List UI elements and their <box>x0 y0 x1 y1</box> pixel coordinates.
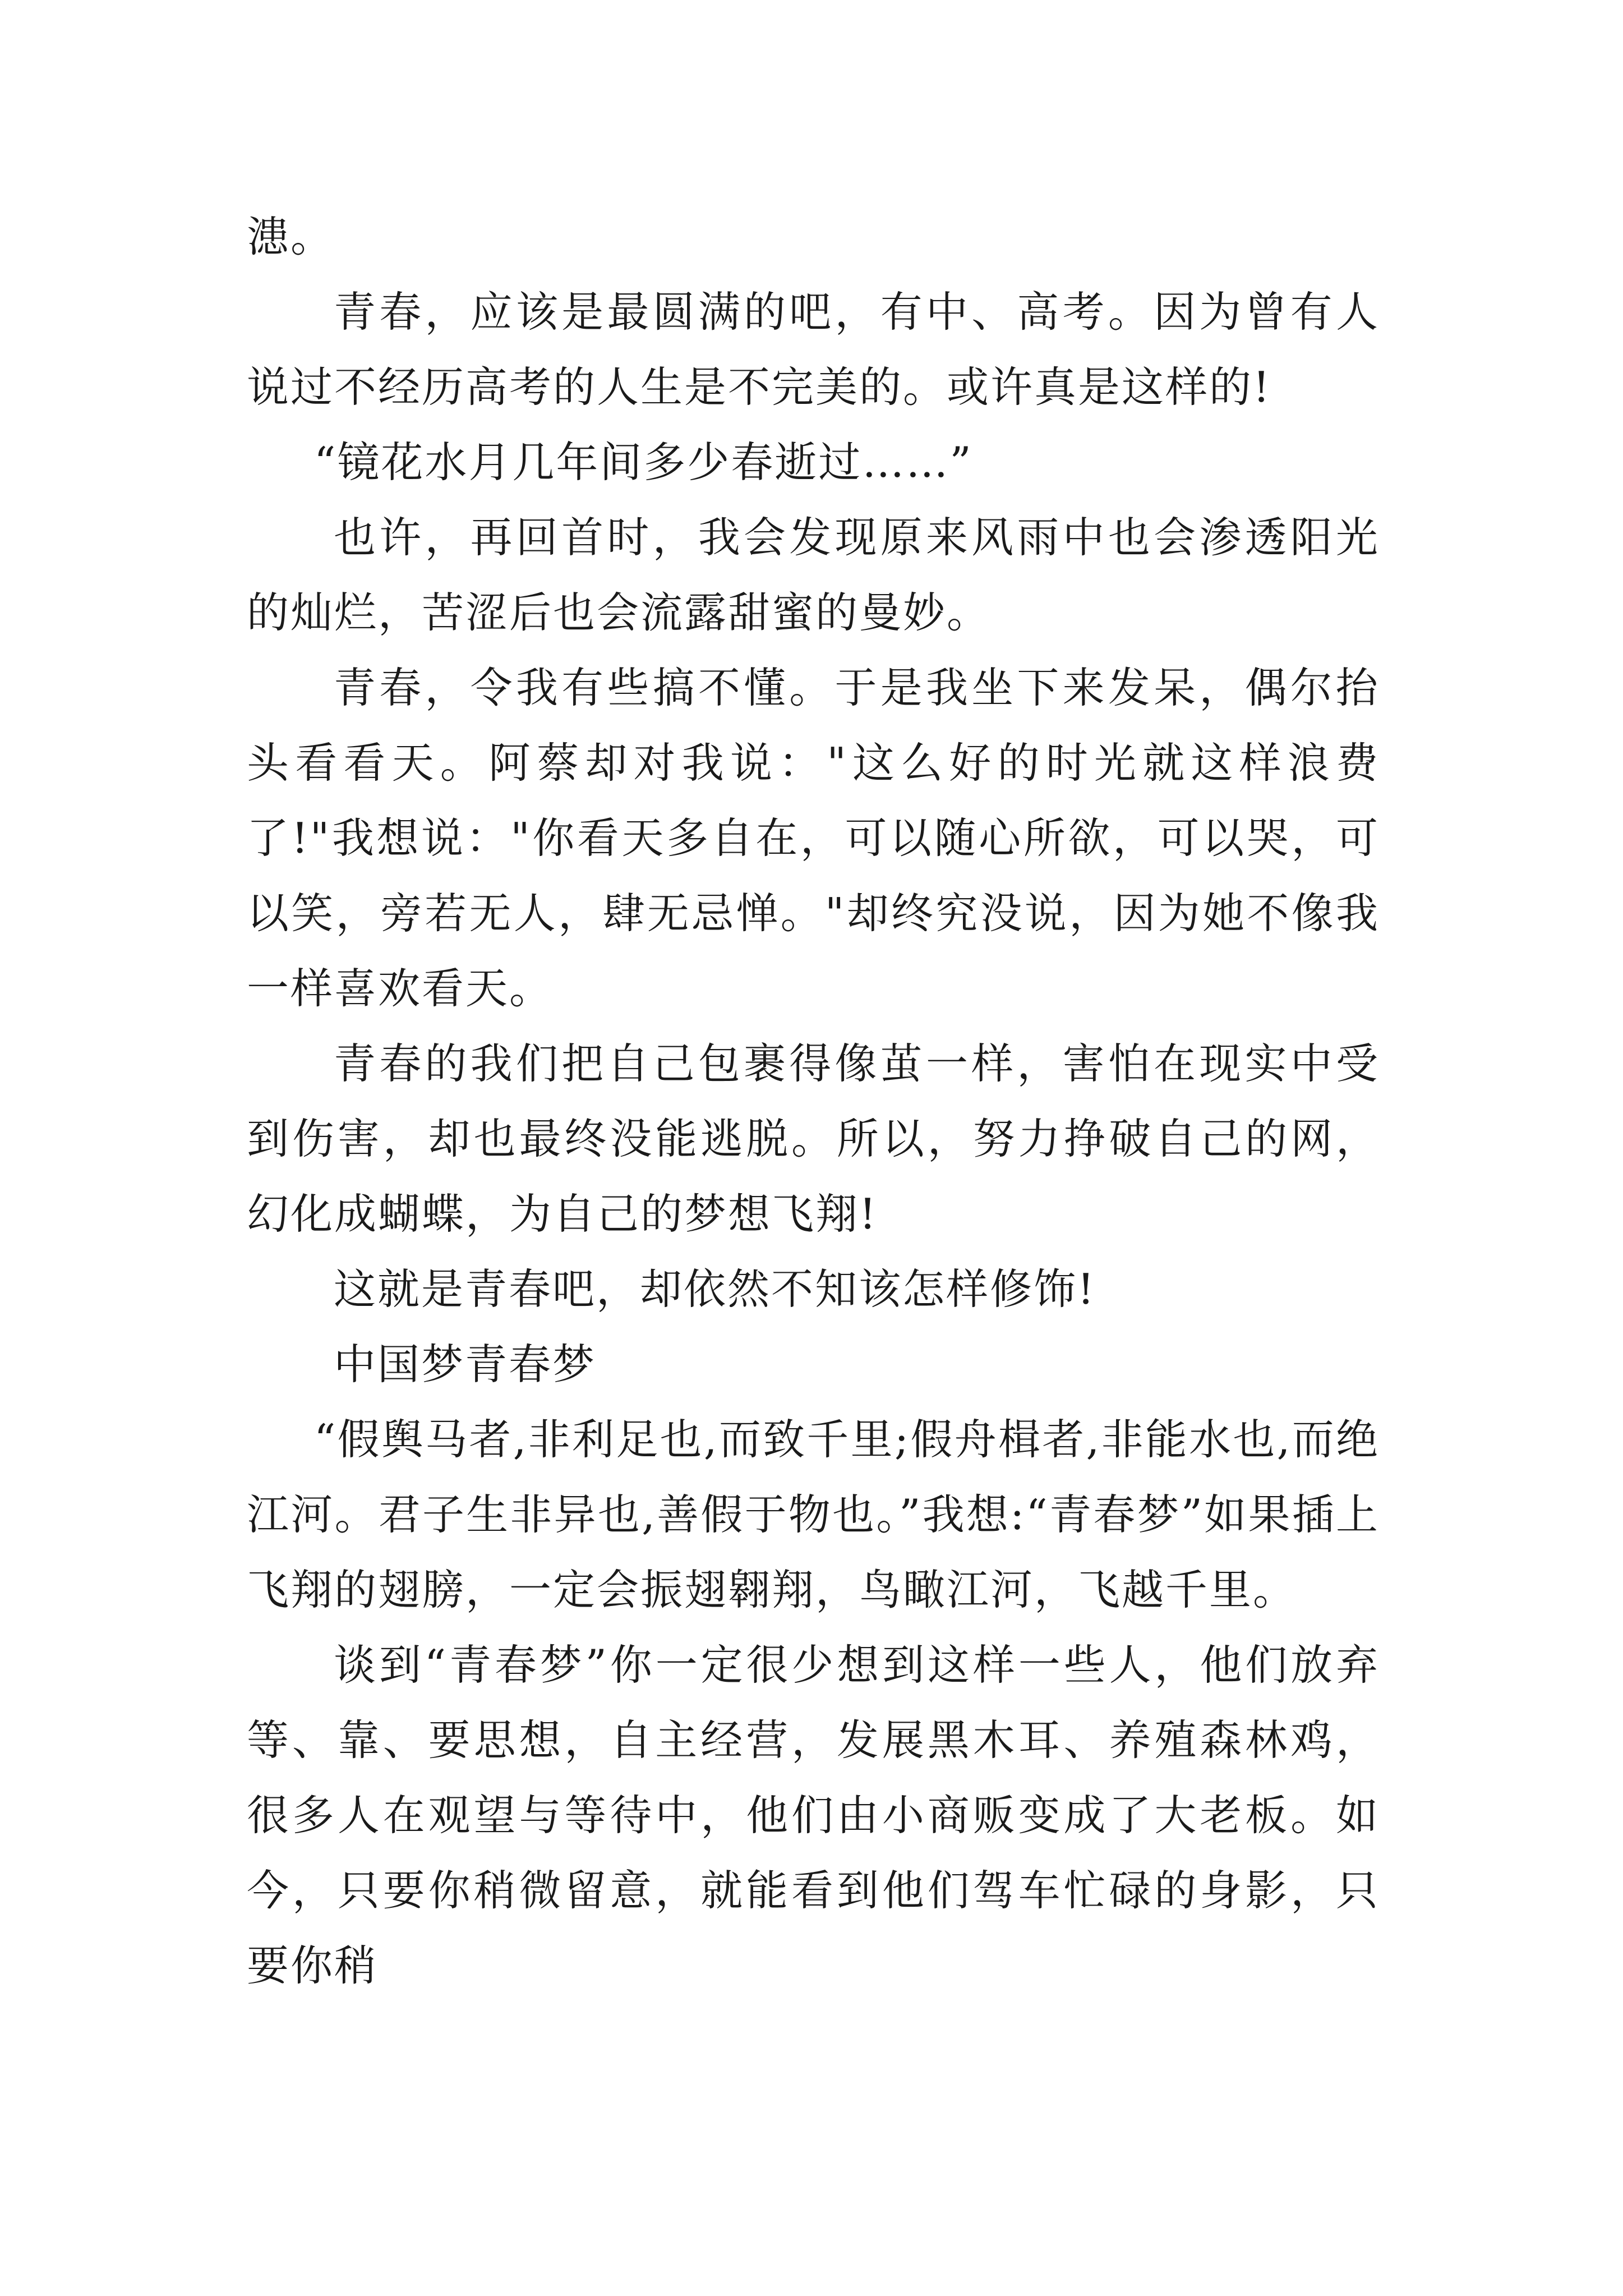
paragraph: 青春，应该是最圆满的吧，有中、高考。因为曾有人说过不经历高考的人生是不完美的。或许真是这样的! <box>247 287 1380 412</box>
paragraph: 也许，再回首时，我会发现原来风雨中也会渗透阳光的灿烂，苦涩后也会流露甜蜜的曼妙。 <box>247 513 1380 637</box>
paragraph: 这就是青春吧，却依然不知该怎样修饰! <box>334 1264 1096 1314</box>
document-body <box>247 199 1380 2003</box>
section-title: 中国梦青春梦 <box>334 1340 597 1389</box>
paragraph: 青春的我们把自己包裹得像茧一样，害怕在现实中受到伤害，却也最终没能逃脱。所以，努力挣破自己的网，幻化成蝴蝶，为自己的梦想飞翔! <box>247 1039 1380 1239</box>
paragraph: “假舆马者,非利足也,而致千里;假舟楫者,非能水也,而绝江河。君子生非异也,善假于物也。”我想:“青春梦”如果插上飞翔的翅膀，一定会振翅翱翔，鸟瞰江河，飞越千里。 <box>247 1415 1380 1614</box>
quote-line: “镜花水月几年间多少春逝过……” <box>314 438 973 487</box>
paragraph-fragment: 漶。 <box>247 212 335 261</box>
paragraph: 青春，令我有些搞不懂。于是我坐下来发呆，偶尔抬头看看天。阿蔡却对我说："这么好的时光就这样浪费了!"我想说："你看天多自在，可以随心所欲，可以哭，可以笑，旁若无人，肆无忌惮。"却终究没说，因为她不像我一样喜欢看天。 <box>247 663 1380 1013</box>
paragraph: 谈到“青春梦”你一定很少想到这样一些人，他们放弃等、靠、要思想，自主经营，发展黑木耳、养殖森林鸡，很多人在观望与等待中，他们由小商贩变成了大老板。如今，只要你稍微留意，就能看到他们驾车忙碌的身影，只要你稍 <box>247 1640 1380 1990</box>
